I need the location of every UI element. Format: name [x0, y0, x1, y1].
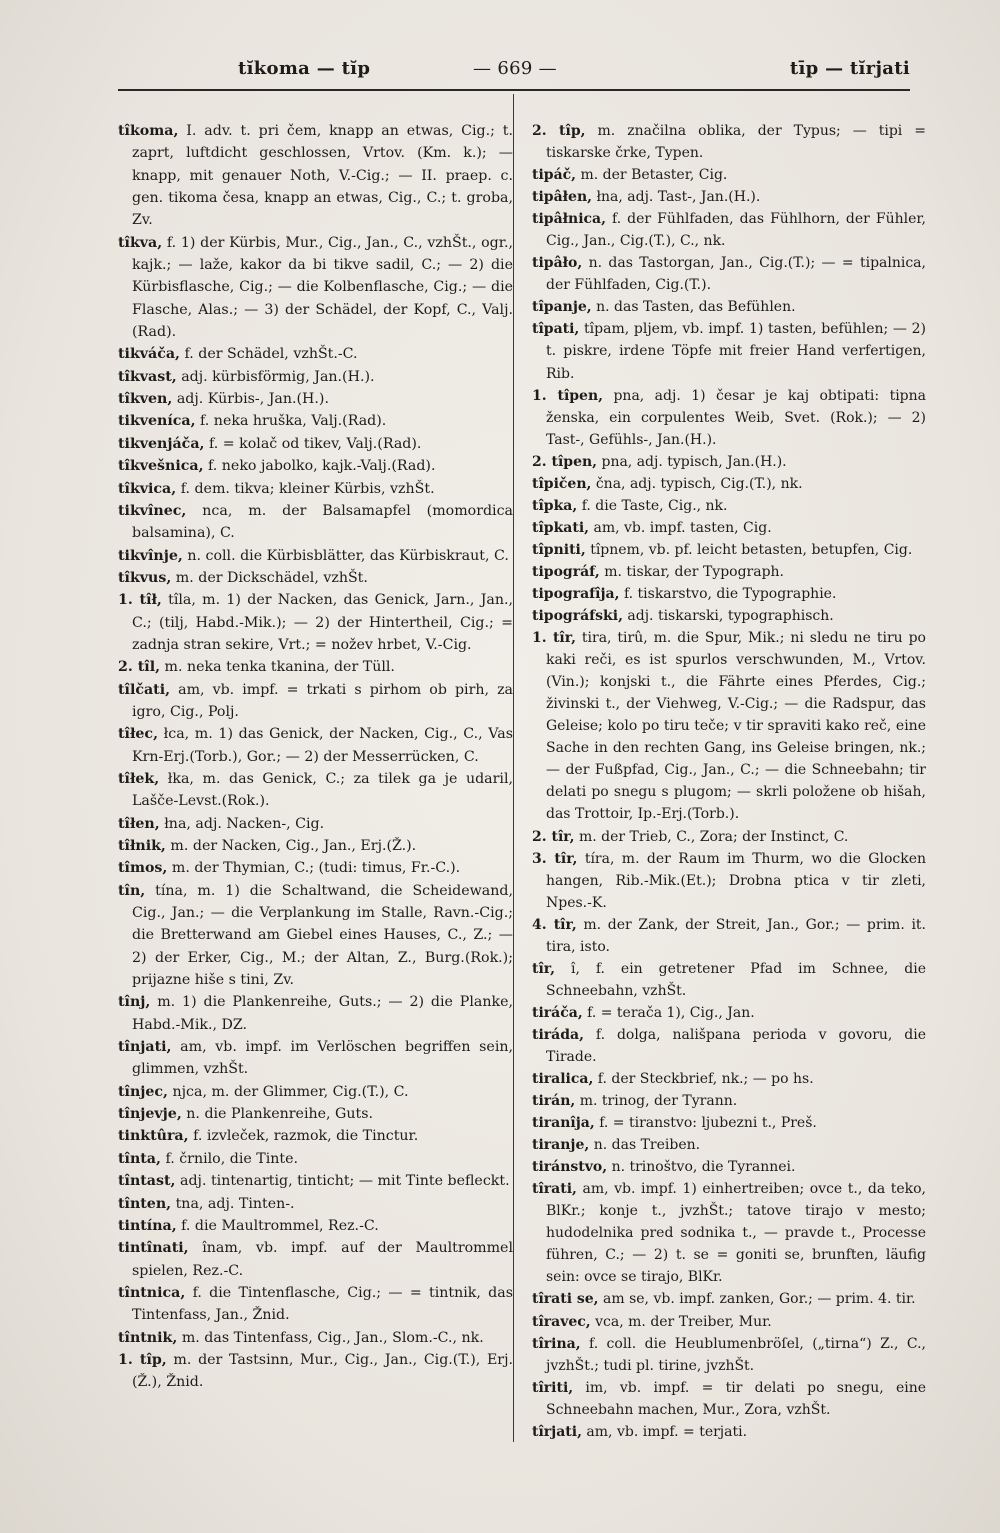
entry-headword: tînjati, — [118, 1039, 172, 1056]
entry-definition: f. dolga, nališpana perioda v govoru, die Tirade. — [546, 1026, 927, 1065]
entry-headword: tîr, — [532, 960, 556, 977]
entry-headword: tiránstvo, — [532, 1159, 608, 1176]
entry-headword: tîlčati, — [118, 681, 171, 698]
dictionary-entry — [532, 958, 926, 1002]
entry-headword: tîpkati, — [532, 519, 590, 536]
entry-headword: tipâłen, — [532, 189, 592, 206]
dictionary-entry — [118, 455, 513, 477]
dictionary-entry — [118, 1148, 513, 1170]
entry-definition: im, vb. impf. = tir delati po snegu, eine Schneebahn machen, Mur., Zora, vzhŠt. — [546, 1379, 927, 1418]
entry-definition: n. das Tastorgan, Jan., Cig.(T.); — = tipalnica, der Fühlfaden, Cig.(T.). — [546, 255, 926, 294]
dictionary-entry — [118, 1237, 513, 1282]
dictionary-entry — [532, 1288, 926, 1310]
dictionary-entry — [532, 583, 926, 605]
entry-headword: tîntnik, — [118, 1329, 178, 1346]
entry-headword: tiralica, — [532, 1071, 594, 1088]
dictionary-entry — [118, 1103, 513, 1125]
entry-headword: tirán, — [532, 1093, 576, 1110]
entry-headword: tipográfski, — [532, 608, 623, 625]
dictionary-entry — [118, 1193, 513, 1215]
entry-headword: tîkvast, — [118, 368, 177, 385]
dictionary-entry — [532, 1090, 926, 1112]
entry-definition: am, vb. impf. 1) einhertreiben; ovce t., da teko, BlKr.; konje t., jvzhŠt.; tatove tirajo v mesto; hudodelnika pred sodnika t., — pravde t., Processe führen, C.; — 2) t. se = goniti se, brunften, läufig sein: ovce se tirajo, BlKr. — [546, 1181, 927, 1286]
dictionary-entry — [532, 186, 926, 208]
dictionary-entry — [532, 561, 926, 583]
entry-definition: tíra, m. der Raum im Thurm, wo die Glocken hangen, Rib.-Mik.(Et.); Drobna ptica v tir zleti, Npes.-K. — [546, 850, 926, 911]
entry-definition: adj. Kürbis-, Jan.(H.). — [176, 391, 329, 408]
dictionary-entry — [532, 385, 926, 451]
dictionary-entry — [532, 296, 926, 318]
dictionary-entry — [532, 1377, 926, 1421]
entry-definition: tîla, m. 1) der Nacken, das Genick, Jarn., Jan., C.; (tilj, Habd.-Mik.); — 2) der Hintertheil, Cig.; = zadnja stran sekire, Vrt.; = nožev hrbet, V.-Cig. — [132, 592, 513, 653]
dictionary-entry — [532, 1421, 926, 1443]
entry-headword: tîkoma, — [118, 123, 179, 139]
entry-headword: tîłnik, — [118, 838, 166, 854]
entry-definition: f. dem. tikva; kleiner Kürbis, vzhŠt. — [180, 480, 435, 497]
entry-definition: f. izvleček, razmok, die Tinctur. — [193, 1128, 419, 1145]
entry-definition: f. = tiranstvo: ljubezni t., Preš. — [599, 1115, 817, 1132]
entry-definition: łka, m. das Genick, C.; za tilek ga je udaril, Lašče-Levst.(Rok.). — [132, 770, 514, 810]
right-column — [532, 120, 926, 1443]
entry-headword: tîkvus, — [118, 569, 172, 586]
entry-definition: n. die Plankenreihe, Guts. — [186, 1106, 374, 1123]
dictionary-entry — [532, 1311, 926, 1333]
entry-headword: 1. tîr, — [532, 630, 576, 647]
entry-definition: m. das Tintenfass, Cig., Jan., Slom.-C., nk. — [181, 1329, 484, 1346]
entry-definition: f. = terača 1), Cig., Jan. — [587, 1004, 755, 1021]
dictionary-entry — [118, 545, 513, 567]
entry-headword: tînten, — [118, 1195, 172, 1212]
entry-definition: nca, m. der Balsamapfel (momordica balsamina), C. — [132, 502, 514, 542]
dictionary-entry — [118, 120, 513, 232]
entry-definition: f. die Taste, Cig., nk. — [581, 497, 728, 514]
entry-definition: f. der Schädel, vzhŠt.-C. — [184, 346, 358, 363]
dictionary-entry — [118, 567, 513, 589]
dictionary-entry — [532, 627, 926, 825]
header-right-range: tīp — tĭrjati — [789, 58, 910, 79]
entry-definition: m. der Trieb, C., Zora; der Instinct, C. — [578, 828, 849, 845]
entry-headword: 1. tîpen, — [532, 387, 604, 404]
entry-headword: tîntast, — [118, 1173, 176, 1190]
entry-headword: tipografîja, — [532, 585, 620, 602]
dictionary-entry — [118, 388, 513, 410]
dictionary-entry — [118, 1036, 513, 1081]
dictionary-entry — [118, 768, 513, 813]
entry-definition: m. der Nacken, Cig., Jan., Erj.(Ž.). — [170, 838, 417, 854]
entry-definition: łna, adj. Tast-, Jan.(H.). — [596, 189, 761, 206]
dictionary-entry — [532, 1134, 926, 1156]
entry-headword: 1. tîp, — [118, 1351, 167, 1368]
entry-headword: tintînati, — [118, 1240, 189, 1257]
dictionary-entry — [532, 517, 926, 539]
dictionary-entry — [118, 500, 513, 545]
entry-definition: łna, adj. Nacken-, Cig. — [164, 815, 325, 832]
column-divider — [513, 94, 514, 1442]
entry-headword: tîpati, — [532, 321, 580, 338]
entry-definition: am se, vb. impf. zanken, Gor.; — prim. 4. tir. — [603, 1291, 916, 1308]
header-left-range: tĭkoma — tĭp — [238, 58, 371, 79]
left-column — [118, 120, 513, 1394]
entry-definition: f. = kolač od tikev, Valj.(Rad). — [208, 435, 422, 452]
entry-definition: f. 1) der Kürbis, Mur., Cig., Jan., C., vzhŠt., ogr., kajk.; — laže, kakor da bi tikve sadil, C.; — 2) die Kürbisflasche, Cig.; — die Kolbenflasche, Cig.; — die Flasche, Alas.; — 3) der Schädel, der Kopf, C., Valj. (Rad). — [132, 234, 513, 341]
entry-definition: m. 1) die Plankenreihe, Guts.; — 2) die Planke, Habd.-Mik., DZ. — [132, 994, 513, 1033]
entry-headword: tipâło, — [532, 255, 583, 272]
entry-definition: f. črnilo, die Tinte. — [165, 1150, 299, 1167]
entry-definition: tira, tirû, m. die Spur, Mik.; ni sledu ne tiru po kaki reči, es ist spurlos verschwunden, M., Vrtov.(Vin.); konjski t., die Fährte eines Pferdes, Cig.; živinski t., der Viehweg, V.-Cig.; — die Radspur, das Geleise; kolo po tiru teče; v tir spraviti kako reč, eine Sache in den rechten Gang, ins Geleise bringen, nk.; — der Fußpfad, Cig., Jan., C.; — die Schneebahn; tir delati po snegu s plugom; — skrli položene ob hišah, das Trottoir, Ip.-Erj.(Torb.). — [546, 630, 926, 823]
dictionary-entry — [118, 880, 513, 992]
entry-definition: adj. tintenartig, tinticht; — mit Tinte befleckt. — [180, 1173, 510, 1190]
dictionary-entry — [532, 1112, 926, 1134]
dictionary-entry — [532, 1024, 926, 1068]
entry-definition: f. tiskarstvo, die Typographie. — [623, 585, 837, 602]
entry-definition: tîpam, pljem, vb. impf. 1) tasten, befühlen; — 2) t. piskre, irdene Töpfe mit freier Hand verfertigen, Rib. — [546, 321, 927, 382]
entry-definition: m. der Tastsinn, Mur., Cig., Jan., Cig.(T.), Erj.(Ž.), Žnid. — [132, 1351, 513, 1391]
entry-headword: tikvînje, — [118, 547, 183, 564]
dictionary-entry — [532, 252, 926, 296]
entry-definition: f. neko jabolko, kajk.-Valj.(Rad). — [208, 458, 436, 475]
dictionary-entry — [532, 1156, 926, 1178]
dictionary-entry — [532, 120, 926, 164]
dictionary-entry — [532, 848, 926, 914]
entry-headword: tîkvica, — [118, 480, 177, 497]
entry-headword: tîmos, — [118, 860, 168, 877]
dictionary-entry — [118, 232, 513, 344]
entry-headword: tikváča, — [118, 346, 180, 363]
entry-definition: am, vb. impf. = trkati s pirhom ob pirh, za igro, Cig., Polj. — [132, 681, 514, 720]
entry-definition: m. značilna oblika, der Typus; — tipi = tiskarske črke, Typen. — [546, 123, 927, 162]
entry-headword: tîłec, — [118, 726, 159, 743]
entry-definition: f. die Tintenflasche, Cig.; — = tintnik, das Tintenfass, Jan., Žnid. — [132, 1284, 513, 1324]
entry-definition: m. trinog, der Tyrann. — [579, 1093, 738, 1110]
entry-definition: am, vb. impf. im Verlöschen begriffen sein, glimmen, vzhŠt. — [132, 1039, 514, 1078]
dictionary-entry — [532, 1333, 926, 1377]
dictionary-entry — [118, 589, 513, 656]
dictionary-entry — [118, 1327, 513, 1349]
entry-headword: tikvenjáča, — [118, 435, 205, 452]
dictionary-entry — [118, 835, 513, 857]
dictionary-entry — [532, 1002, 926, 1024]
entry-headword: tîrina, — [532, 1335, 581, 1352]
entry-definition: pna, adj. typisch, Jan.(H.). — [601, 453, 787, 470]
dictionary-entry — [532, 539, 926, 561]
entry-definition: adj. kürbisförmig, Jan.(H.). — [181, 368, 375, 385]
entry-headword: tipográf, — [532, 563, 600, 580]
dictionary-entry — [118, 343, 513, 365]
entry-definition: I. adv. t. pri čem, knapp an etwas, Cig.; t. zaprt, luftdicht geschlossen, Vrtov. (Km. k.); — knapp, mit genauer Noth, V.-Cig.; — II. praep. c. gen. tikoma česa, knapp an etwas, Cig., C.; t. groba, Zv. — [132, 123, 514, 229]
entry-definition: adj. tiskarski, typographisch. — [627, 608, 834, 625]
dictionary-entry — [118, 679, 513, 724]
dictionary-entry — [532, 164, 926, 186]
entry-headword: tîpanje, — [532, 299, 592, 316]
entry-headword: tîłek, — [118, 770, 160, 787]
entry-definition: f. der Steckbrief, nk.; — po hs. — [597, 1071, 814, 1088]
dictionary-entry — [118, 857, 513, 879]
entry-definition: čna, adj. typisch, Cig.(T.), nk. — [595, 475, 803, 492]
entry-headword: tiráča, — [532, 1004, 583, 1021]
dictionary-entry — [118, 991, 513, 1036]
entry-definition: n. coll. die Kürbisblätter, das Kürbiskraut, C. — [187, 547, 509, 564]
entry-definition: m. der Zank, der Streit, Jan., Gor.; — prim. it. tira, isto. — [546, 916, 926, 955]
dictionary-entry — [118, 1170, 513, 1192]
entry-definition: am, vb. impf. tasten, Cig. — [593, 519, 772, 536]
entry-headword: tikveníca, — [118, 413, 196, 430]
entry-definition: m. der Dickschädel, vzhŠt. — [175, 569, 368, 586]
entry-headword: tîriti, — [532, 1379, 574, 1396]
running-header — [0, 58, 910, 90]
entry-headword: tinktûra, — [118, 1128, 189, 1145]
entry-headword: 2. tîp, — [532, 123, 586, 139]
dictionary-entry — [118, 656, 513, 678]
dictionary-entry — [532, 495, 926, 517]
dictionary-entry — [532, 473, 926, 495]
entry-headword: tînjec, — [118, 1083, 168, 1100]
header-rule — [118, 89, 910, 91]
entry-headword: tînjevje, — [118, 1106, 182, 1123]
dictionary-entry — [118, 1349, 513, 1394]
dictionary-entry — [532, 318, 926, 384]
entry-headword: 2. tîl, — [118, 659, 161, 676]
dictionary-entry — [118, 813, 513, 835]
entry-definition: vca, m. der Treiber, Mur. — [595, 1313, 772, 1330]
entry-headword: tîkven, — [118, 391, 173, 408]
entry-headword: tiranje, — [532, 1137, 590, 1154]
dictionary-entry — [118, 1282, 513, 1327]
dictionary-entry — [118, 1081, 513, 1103]
entry-definition: njca, m. der Glimmer, Cig.(T.), C. — [172, 1083, 409, 1100]
entry-definition: n. trinoštvo, die Tyrannei. — [611, 1159, 796, 1176]
entry-definition: m. der Betaster, Cig. — [580, 167, 728, 184]
entry-headword: tînj, — [118, 994, 151, 1011]
entry-headword: tîłen, — [118, 815, 160, 832]
entry-headword: 2. tîpen, — [532, 453, 598, 470]
entry-headword: tîntnica, — [118, 1284, 186, 1301]
dictionary-entry — [118, 1125, 513, 1147]
dictionary-entry — [532, 826, 926, 848]
dictionary-entry — [532, 451, 926, 473]
entry-definition: tna, adj. Tinten-. — [175, 1195, 295, 1212]
entry-definition: f. coll. die Heublumenbröſel, („tirna“) Z., C., jvzhŠt.; tudi pl. tirine, jvzhŠt. — [546, 1335, 926, 1374]
dictionary-entry — [118, 1215, 513, 1237]
dictionary-entry — [532, 605, 926, 627]
dictionary-entry — [118, 723, 513, 768]
entry-definition: łca, m. 1) das Genick, der Nacken, Cig., C., Vas Krn-Erj.(Torb.), Gor.; — 2) der Messerrücken, C. — [132, 726, 513, 765]
entry-definition: m. tiskar, der Typograph. — [604, 563, 785, 580]
entry-headword: 1. tîł, — [118, 592, 162, 609]
page-number: — 669 — — [473, 58, 557, 79]
dictionary-entry — [118, 410, 513, 432]
dictionary-entry — [532, 208, 926, 252]
entry-headword: tîkva, — [118, 234, 163, 251]
dictionary-entry — [532, 914, 926, 958]
entry-headword: tîrati, — [532, 1181, 577, 1198]
entry-headword: tîrati se, — [532, 1291, 599, 1308]
entry-definition: tína, m. 1) die Schaltwand, die Scheidewand, Cig., Jan.; — die Verplankung im Stalle, Ravn.-Cig.; die Bretterwand am Giebel eines Hauses, C., Z.; — 2) der Erker, Cig., M.; der Altan, Z., Burg.(Rok.); prijazne hiše s tini, Zv. — [132, 882, 513, 989]
entry-definition: î, f. ein getretener Pfad im Schnee, die Schneebahn, vzhŠt. — [546, 960, 926, 999]
entry-definition: n. das Treiben. — [593, 1137, 701, 1154]
entry-headword: tîn, — [118, 882, 146, 899]
entry-headword: tîpka, — [532, 497, 578, 514]
entry-headword: tîrjati, — [532, 1423, 582, 1440]
entry-headword: tiráda, — [532, 1026, 584, 1043]
entry-headword: tîpniti, — [532, 541, 586, 558]
dictionary-entry — [118, 366, 513, 388]
dictionary-entry — [532, 1068, 926, 1090]
entry-headword: tipâłnica, — [532, 211, 606, 228]
entry-definition: f. neka hruška, Valj.(Rad). — [200, 413, 387, 430]
entry-headword: tipáč, — [532, 167, 577, 184]
entry-headword: tikvînec, — [118, 502, 187, 519]
entry-headword: tintína, — [118, 1217, 177, 1234]
entry-headword: 4. tîr, — [532, 916, 577, 933]
entry-definition: m. neka tenka tkanina, der Tüll. — [164, 659, 395, 676]
entry-definition: m. der Thymian, C.; (tudi: timus, Fr.-C.). — [171, 860, 461, 877]
entry-definition: am, vb. impf. = terjati. — [586, 1423, 748, 1440]
entry-headword: tîravec, — [532, 1313, 591, 1330]
entry-headword: 2. tîr, — [532, 828, 575, 845]
dictionary-entry — [118, 478, 513, 500]
dictionary-entry — [118, 433, 513, 455]
entry-definition: f. die Maultrommel, Rez.-C. — [181, 1217, 379, 1234]
entry-definition: tîpnem, vb. pf. leicht betasten, betupfen, Cig. — [590, 541, 913, 558]
entry-definition: înam, vb. impf. auf der Maultrommel spielen, Rez.-C. — [132, 1240, 513, 1279]
entry-headword: 3. tîr, — [532, 850, 578, 867]
entry-headword: tîkvešnica, — [118, 458, 204, 475]
entry-definition: f. der Fühlfaden, das Fühlhorn, der Fühler, Cig., Jan., Cig.(T.), C., nk. — [546, 211, 926, 250]
entry-headword: tiranîja, — [532, 1115, 595, 1132]
entry-definition: n. das Tasten, das Befühlen. — [596, 299, 796, 316]
dictionary-entry — [532, 1178, 926, 1288]
entry-headword: tîpičen, — [532, 475, 592, 492]
entry-headword: tînta, — [118, 1150, 161, 1167]
entry-definition: pna, adj. 1) česar je kaj obtipati: tipna ženska, ein corpulentes Weib, Svet. (Rok.); — 2) Tast-, Gefühls-, Jan.(H.). — [546, 387, 927, 448]
